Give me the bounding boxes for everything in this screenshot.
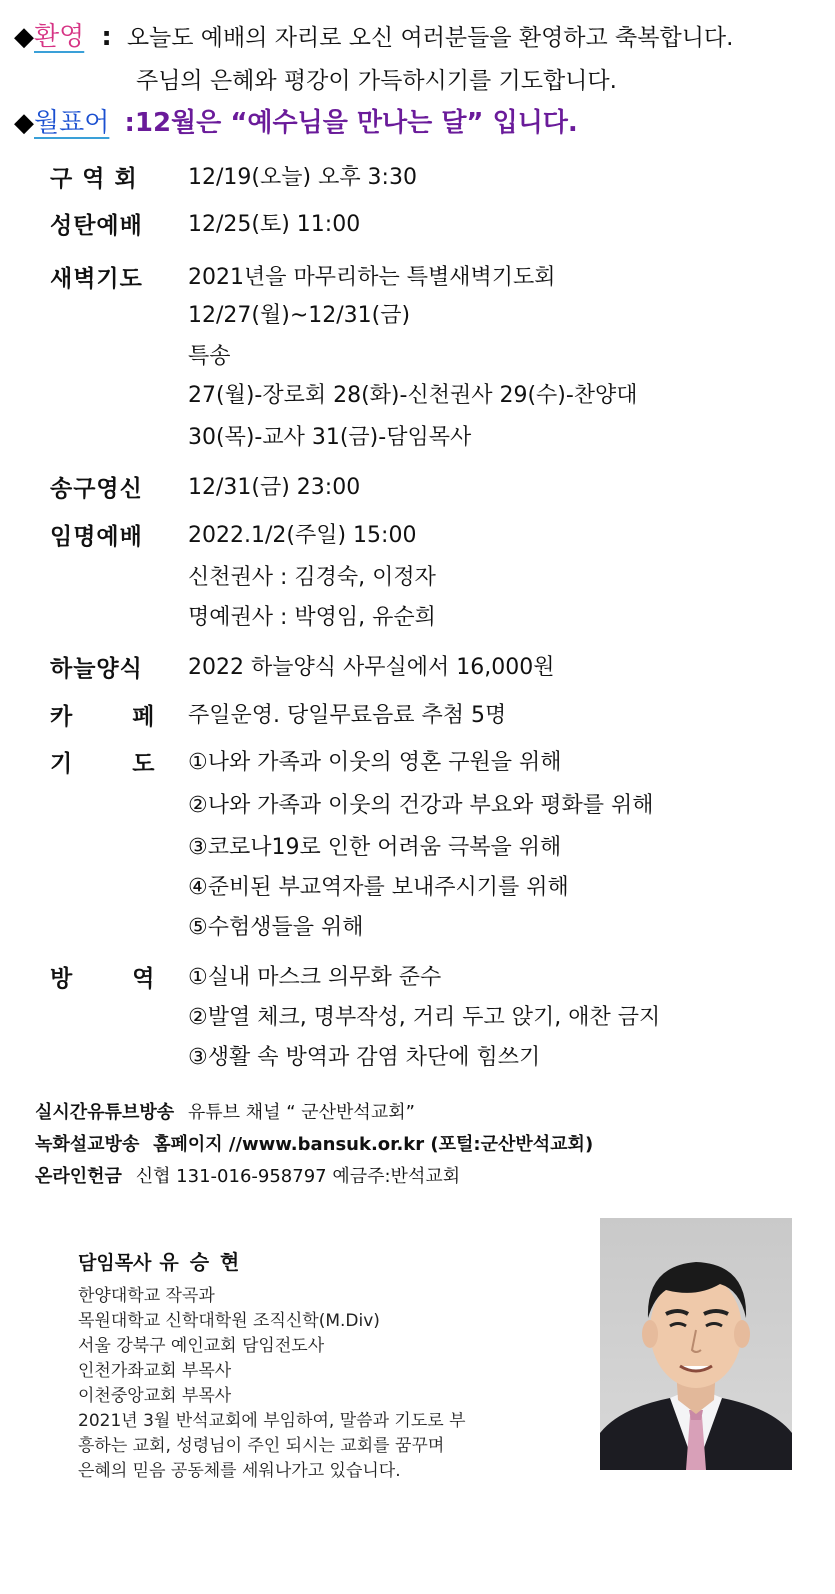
- live-broadcast-text: 유튜브 채널 “ 군산반석교회”: [187, 1102, 415, 1123]
- desc-line: ②나와 가족과 이웃의 건강과 부요와 평화를 위해: [188, 793, 654, 818]
- bio-line: 한양대학교 작곡과: [78, 1286, 215, 1306]
- term-quarantine: 방 역: [50, 966, 156, 992]
- bio-line: 2021년 3월 반석교회에 부임하여, 말씀과 기도로 부: [78, 1411, 466, 1431]
- desc-line: 12/31(금) 23:00: [188, 475, 361, 500]
- term-daily-bread: 하늘양식: [50, 656, 143, 682]
- recorded-broadcast-text: 홈페이지 //www.bansuk.or.kr (포털:군산반석교회): [153, 1134, 594, 1155]
- welcome-colon: :: [101, 22, 112, 52]
- online-offering-text: 신협 131-016-958797 예금주:반석교회: [135, 1166, 461, 1187]
- desc-line: 특송: [188, 344, 231, 369]
- desc-line: ⑤수험생들을 위해: [188, 915, 364, 940]
- welcome-label: 환영: [34, 22, 85, 52]
- desc-line: 2022.1/2(주일) 15:00: [188, 523, 417, 548]
- term-prayer: 기 도: [50, 751, 156, 777]
- online-offering-row: [35, 1162, 460, 1188]
- desc-line: 12/27(월)~12/31(금): [188, 303, 411, 328]
- desc-line: ①나와 가족과 이웃의 영혼 구원을 위해: [188, 750, 562, 775]
- term-appointment-service: 임명예배: [50, 524, 143, 550]
- bio-line: 목원대학교 신학대학원 조직신학(M.Div): [78, 1311, 380, 1331]
- motto-label: 월표어: [34, 108, 110, 138]
- desc-line: ③생활 속 방역과 감염 차단에 힘쓰기: [188, 1045, 541, 1070]
- pastor-photo: [600, 1218, 792, 1470]
- term-dawn-prayer: 새벽기도: [50, 266, 143, 292]
- motto-row: [14, 102, 578, 139]
- recorded-broadcast-label: 녹화설교방송: [35, 1134, 140, 1155]
- portrait-illustration: [600, 1218, 792, 1470]
- motto-text: :12월은 “예수님을 만나는 달” 입니다.: [124, 108, 578, 138]
- bio-line: 서울 강북구 예인교회 담임전도사: [78, 1336, 325, 1356]
- welcome-line-2: 주님의 은혜와 평강이 가득하시기를 기도합니다.: [136, 68, 617, 94]
- bio-line: 인천가좌교회 부목사: [78, 1361, 232, 1381]
- term-district-meeting: 구 역 회: [50, 166, 138, 192]
- desc-line: 2022 하늘양식 사무실에서 16,000원: [188, 655, 555, 680]
- desc-line: ②발열 체크, 명부작성, 거리 두고 앉기, 애찬 금지: [188, 1005, 661, 1030]
- live-broadcast-label: 실시간유튜브방송: [35, 1102, 175, 1123]
- bio-line: 이천중앙교회 부목사: [78, 1386, 232, 1406]
- diamond-bullet-icon: ◆: [14, 108, 34, 138]
- desc-line: 명예권사 : 박영임, 유순희: [188, 605, 436, 630]
- pastor-heading: [78, 1246, 241, 1275]
- desc-line: 27(월)-장로회 28(화)-신천권사 29(수)-찬양대: [188, 383, 638, 408]
- desc-line: ④준비된 부교역자를 보내주시기를 위해: [188, 875, 569, 900]
- welcome-row: [14, 16, 733, 53]
- term-cafe: 카 페: [50, 704, 156, 730]
- diamond-bullet-icon: ◆: [14, 22, 34, 52]
- desc-line: 주일운영. 당일무료음료 추첨 5명: [188, 703, 507, 728]
- desc-line: ①실내 마스크 의무화 준수: [188, 965, 442, 990]
- pastor-title: 담임목사: [78, 1252, 152, 1274]
- desc-line: ③코로나19로 인한 어려움 극복을 위해: [188, 835, 562, 860]
- term-new-year-service: 송구영신: [50, 476, 143, 502]
- live-broadcast-row: [35, 1098, 415, 1124]
- welcome-line-1: 오늘도 예배의 자리로 오신 여러분들을 환영하고 축복합니다.: [126, 25, 734, 51]
- recorded-broadcast-row: [35, 1130, 593, 1156]
- desc-line: 2021년을 마무리하는 특별새벽기도회: [188, 265, 556, 290]
- term-christmas-service: 성탄예배: [50, 213, 143, 239]
- desc-line: 12/19(오늘) 오후 3:30: [188, 165, 417, 190]
- pastor-name: 유 승 현: [159, 1250, 242, 1274]
- desc-line: 12/25(토) 11:00: [188, 212, 361, 237]
- online-offering-label: 온라인헌금: [35, 1166, 122, 1187]
- desc-line: 30(목)-교사 31(금)-담임목사: [188, 425, 472, 450]
- bio-line: 흥하는 교회, 성령님이 주인 되시는 교회를 꿈꾸며: [78, 1436, 445, 1456]
- bio-line: 은혜의 믿음 공동체를 세워나가고 있습니다.: [78, 1461, 401, 1481]
- desc-line: 신천권사 : 김경숙, 이정자: [188, 565, 436, 590]
